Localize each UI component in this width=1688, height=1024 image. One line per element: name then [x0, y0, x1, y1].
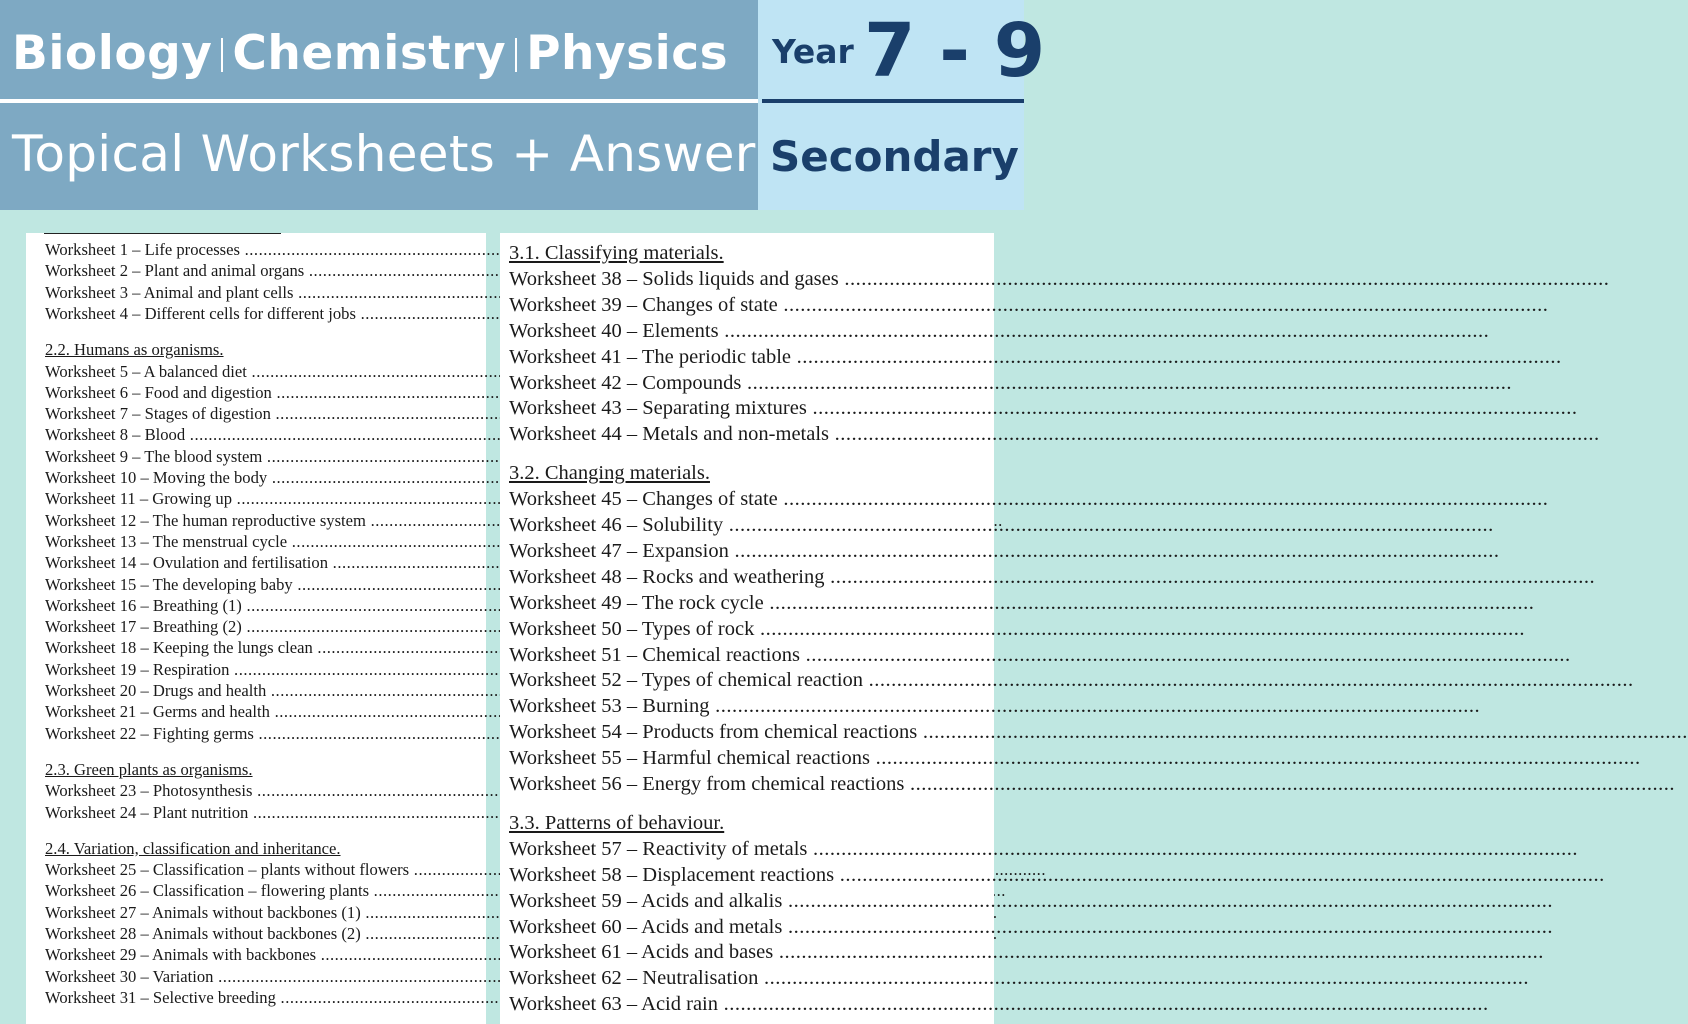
- worksheet-entry: Worksheet 30 – Variation .....: [45, 966, 486, 988]
- worksheet-entry: Worksheet 52 – Types of chemical reaction .....: [509, 667, 994, 693]
- worksheet-entry: Worksheet 19 – Respiration .....: [45, 659, 486, 681]
- worksheet-entry: Worksheet 23 – Photosynthesis .....: [45, 780, 486, 802]
- section-heading: 3.1. Classifying materials.: [509, 242, 724, 264]
- worksheet-entry: Worksheet 20 – Drugs and health .....: [45, 680, 486, 702]
- worksheet-entry: Worksheet 18 – Keeping the lungs clean .....: [45, 637, 486, 659]
- top-rule: [44, 233, 281, 234]
- worksheet-entry: Worksheet 50 – Types of rock .....: [509, 616, 994, 642]
- worksheet-entry: Worksheet 48 – Rocks and weathering .....: [509, 564, 994, 590]
- worksheet-entry: Worksheet 61 – Acids and bases .....: [509, 939, 994, 965]
- worksheet-entry: Worksheet 59 – Acids and alkalis .....: [509, 888, 994, 914]
- worksheet-entry: Worksheet 31 – Selective breeding .....: [45, 987, 486, 1009]
- worksheet-entry: Worksheet 41 – The periodic table .....: [509, 344, 994, 370]
- worksheet-entry: Worksheet 45 – Changes of state .....: [509, 486, 994, 512]
- worksheet-entry: Worksheet 5 – A balanced diet .....: [45, 361, 486, 383]
- subject-chemistry: Chemistry: [232, 25, 507, 81]
- worksheet-entry: Worksheet 21 – Germs and health .....: [45, 701, 486, 723]
- subjects-title: [12, 18, 728, 88]
- subtitle: Topical Worksheets + Answer: [12, 125, 756, 183]
- worksheet-entry: Worksheet 47 – Expansion .....: [509, 538, 994, 564]
- worksheet-entry: Worksheet 56 – Energy from chemical reactions .....: [509, 771, 994, 797]
- worksheet-entry: Worksheet 7 – Stages of digestion .....: [45, 403, 486, 425]
- level-label: Secondary: [770, 132, 1019, 181]
- worksheet-entry: Worksheet 8 – Blood .....: [45, 424, 486, 446]
- worksheet-entry: Worksheet 39 – Changes of state .....: [509, 292, 994, 318]
- worksheet-entry: Worksheet 16 – Breathing (1) .....: [45, 595, 486, 617]
- section-heading: 2.3. Green plants as organisms.: [45, 759, 253, 779]
- subject-separator: [221, 38, 223, 72]
- section-heading: 3.3. Patterns of behaviour.: [509, 811, 725, 834]
- worksheet-entry: Worksheet 54 – Products from chemical reactions .....: [509, 719, 994, 745]
- worksheet-entry: Worksheet 62 – Neutralisation .....: [509, 965, 994, 991]
- worksheet-entry: Worksheet 1 – Life processes .....: [45, 239, 486, 261]
- section-heading: 2.2. Humans as organisms.: [45, 340, 224, 360]
- contents-page-left: [26, 233, 486, 1024]
- worksheet-entry: Worksheet 22 – Fighting germs .....: [45, 723, 486, 745]
- header-divider-left: [0, 99, 758, 103]
- section-heading: 3.2. Changing materials.: [509, 462, 710, 485]
- worksheet-entry: Worksheet 53 – Burning .....: [509, 693, 994, 719]
- worksheet-entry: Worksheet 2 – Plant and animal organs .....: [45, 260, 486, 282]
- worksheet-entry: Worksheet 60 – Acids and metals .....: [509, 914, 994, 940]
- worksheet-entry: Worksheet 29 – Animals with backbones .....: [45, 944, 486, 966]
- worksheet-entry: Worksheet 4 – Different cells for different jobs .....: [45, 303, 486, 325]
- worksheet-entry: Worksheet 9 – The blood system .....: [45, 446, 486, 468]
- worksheet-entry: Worksheet 10 – Moving the body .....: [45, 467, 486, 489]
- worksheet-entry: Worksheet 13 – The menstrual cycle .....: [45, 531, 486, 553]
- section-heading: 2.4. Variation, classification and inheritance.: [45, 838, 341, 858]
- worksheet-entry: Worksheet 11 – Growing up .....: [45, 488, 486, 510]
- worksheet-entry: Worksheet 3 – Animal and plant cells .....: [45, 282, 486, 304]
- worksheet-entry: Worksheet 6 – Food and digestion .....: [45, 382, 486, 404]
- worksheet-entry: Worksheet 57 – Reactivity of metals .....: [509, 836, 994, 862]
- year-label: Year: [772, 32, 854, 71]
- header-divider-right: [762, 99, 1024, 103]
- worksheet-entry: Worksheet 55 – Harmful chemical reactions .....: [509, 745, 994, 771]
- worksheet-entry: Worksheet 24 – Plant nutrition .....: [45, 802, 486, 824]
- worksheet-entry: Worksheet 38 – Solids liquids and gases .....: [509, 266, 994, 292]
- worksheet-entry: Worksheet 43 – Separating mixtures .....: [509, 395, 994, 421]
- subject-biology: Biology: [12, 25, 213, 81]
- contents-page-right: [500, 233, 994, 1024]
- worksheet-entry: Worksheet 63 – Acid rain .....: [509, 991, 994, 1017]
- worksheet-entry: Worksheet 28 – Animals without backbones (2) .....: [45, 923, 486, 945]
- worksheet-entry: Worksheet 27 – Animals without backbones (1) .....: [45, 902, 486, 924]
- worksheet-entry: Worksheet 12 – The human reproductive system .....: [45, 510, 486, 532]
- worksheet-entry: Worksheet 58 – Displacement reactions .....: [509, 862, 994, 888]
- year-range: 7 - 9: [864, 8, 1045, 94]
- worksheet-entry: Worksheet 51 – Chemical reactions .....: [509, 642, 994, 668]
- worksheet-entry: Worksheet 49 – The rock cycle .....: [509, 590, 994, 616]
- worksheet-entry: Worksheet 17 – Breathing (2) .....: [45, 616, 486, 638]
- subject-separator: [515, 38, 517, 72]
- worksheet-entry: Worksheet 25 – Classification – plants without flowers .....: [45, 859, 486, 881]
- subject-physics: Physics: [526, 25, 729, 81]
- worksheet-entry: Worksheet 26 – Classification – flowering plants .....: [45, 880, 486, 902]
- worksheet-entry: Worksheet 40 – Elements .....: [509, 318, 994, 344]
- worksheet-entry: Worksheet 44 – Metals and non-metals .....: [509, 421, 994, 447]
- worksheet-entry: Worksheet 14 – Ovulation and fertilisation .....: [45, 552, 486, 574]
- worksheet-entry: Worksheet 46 – Solubility .....: [509, 512, 994, 538]
- worksheet-entry: Worksheet 42 – Compounds .....: [509, 370, 994, 396]
- worksheet-entry: Worksheet 15 – The developing baby .....: [45, 574, 486, 596]
